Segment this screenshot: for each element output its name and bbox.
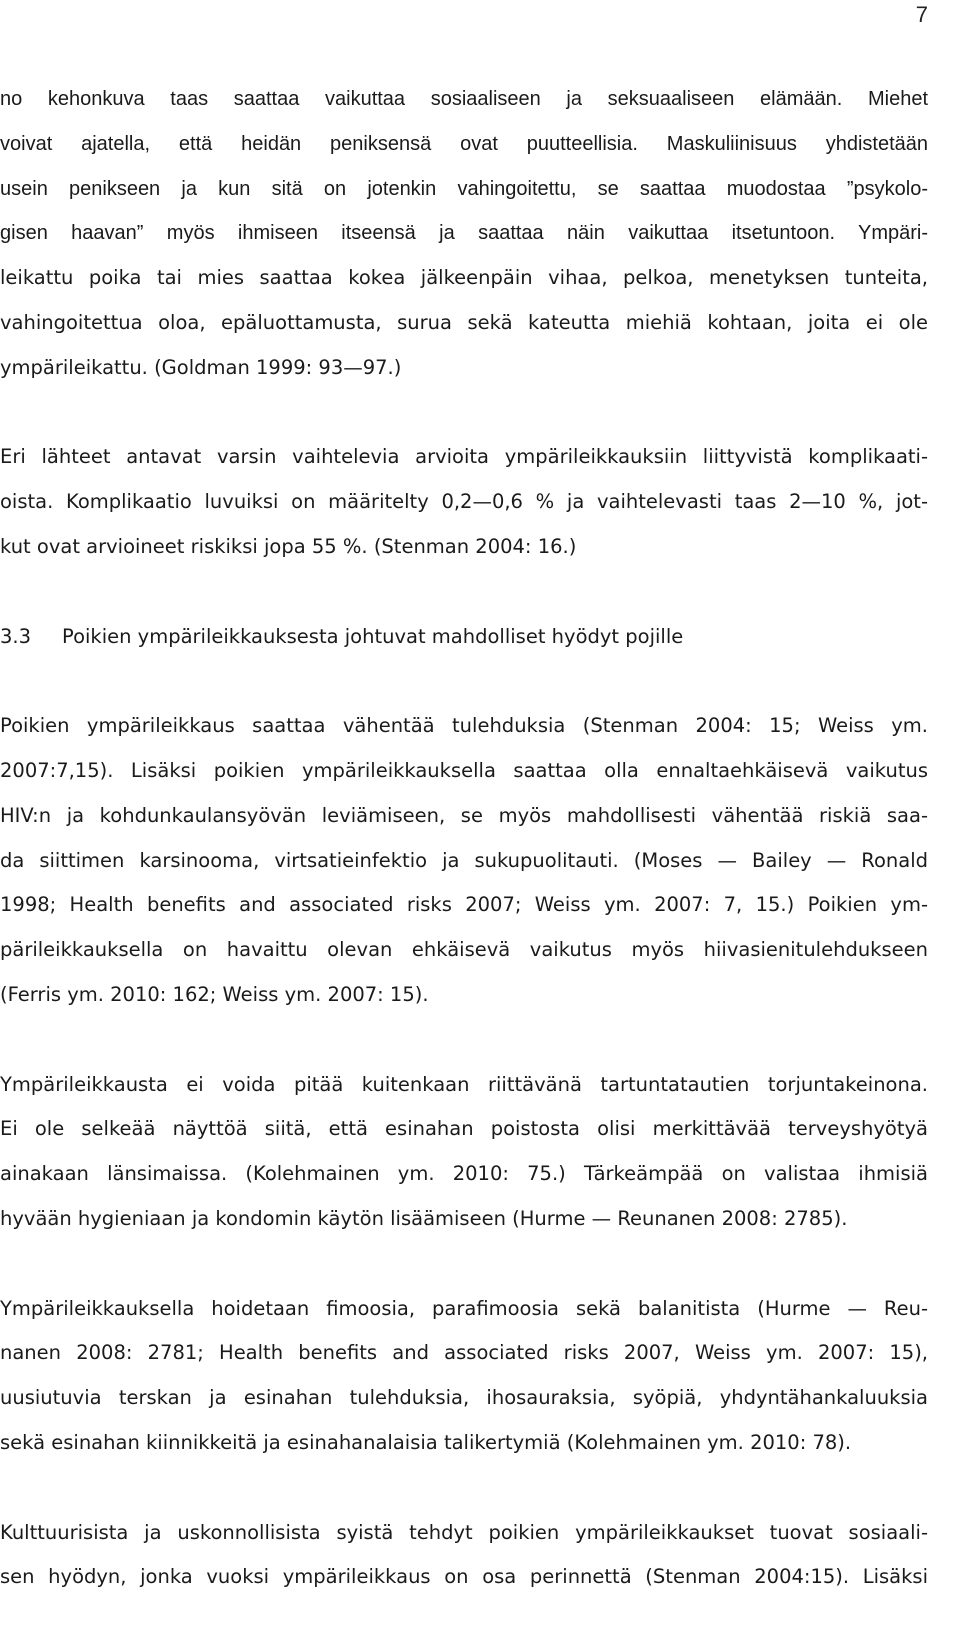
text-line: sekä esinahan kiinnikkeitä ja esinahanalaisia talikertymiä (Kolehmainen ym. 2010: 78). (0, 1430, 852, 1454)
paragraph (0, 1287, 928, 1466)
text-line: kut ovat arvioineet riskiksi jopa 55 %. (Stenman 2004: 16.) (0, 534, 577, 558)
text-line: uusiutuvia terskan ja esinahan tulehduksia, ihosauraksia, syöpiä, yhdyntähankaluuksia (0, 1386, 928, 1410)
text-line: no kehonkuva taas saattaa vaikuttaa sosiaaliseen ja seksuaaliseen elämään. Miehet (0, 88, 928, 110)
text-line: HIV:n ja kohdunkaulansyövän leviämiseen, se myös mahdollisesti vähentää riskiä saa- (0, 803, 928, 827)
text-line: da siittimen karsinooma, virtsatieinfektio ja sukupuolitauti. (Moses — Bailey — Ronald (0, 848, 928, 872)
text-line: Ei ole selkeää näyttöä siitä, että esinahan poistosta olisi merkittävää terveyshyötyä (0, 1117, 928, 1141)
section-number: 3.3 (0, 624, 32, 648)
section-heading (0, 615, 928, 660)
text-line: usein penikseen ja kun sitä on jotenkin vahingoitettu, se saattaa muodostaa ”psykolo- (0, 177, 928, 200)
paragraph (0, 435, 928, 569)
text-line: sen hyödyn, jonka vuoksi ympärileikkaus on osa perinnettä (Stenman 2004:15). Lisäksi (0, 1565, 928, 1589)
text-line: Poikien ympärileikkaus saattaa vähentää tulehduksia (Stenman 2004: 15; Weiss ym. (0, 714, 928, 738)
text-line: gisen haavan” myös ihmiseen itseensä ja saattaa näin vaikuttaa itsetuntoon. Ympäri- (0, 222, 928, 245)
paragraph (0, 1511, 928, 1601)
section-title: Poikien ympärileikkauksesta johtuvat mahdolliset hyödyt pojille (62, 624, 684, 648)
text-line: vahingoitettua oloa, epäluottamusta, surua sekä kateutta miehiä kohtaan, joita ei ole (0, 310, 928, 334)
text-line: pärileikkauksella on havaittu olevan ehkäisevä vaikutus myös hiivasienitulehdukseen (0, 938, 928, 962)
text-line: nanen 2008: 2781; Health benefits and associated risks 2007, Weiss ym. 2007: 15), (0, 1341, 928, 1365)
paragraph (0, 77, 928, 391)
text-line: Eri lähteet antavat varsin vaihtelevia arvioita ympärileikkauksiin liittyvistä komplikaati- (0, 445, 928, 469)
text-line: Ympärileikkauksella hoidetaan fimoosia, parafimoosia sekä balanitista (Hurme — Reu- (0, 1296, 928, 1320)
text-line: ympärileikattu. (Goldman 1999: 93—97.) (0, 355, 402, 379)
document-body (0, 77, 928, 1600)
text-line: 2007:7,15). Lisäksi poikien ympärileikkauksella saattaa olla ennaltaehkäisevä vaikutus (0, 758, 928, 782)
text-line: oista. Komplikaatio luvuiksi on määritelty 0,2—0,6 % ja vaihtelevasti taas 2—10 %, jot- (0, 490, 928, 514)
text-line: Kulttuurisista ja uskonnollisista syistä tehdyt poikien ympärileikkaukset tuovat sosiaali- (0, 1520, 928, 1544)
text-line: ainakaan länsimaissa. (Kolehmainen ym. 2010: 75.) Tärkeämpää on valistaa ihmisiä (0, 1162, 928, 1186)
text-line: (Ferris ym. 2010: 162; Weiss ym. 2007: 15). (0, 982, 429, 1006)
paragraph (0, 704, 928, 1018)
paragraph (0, 1063, 928, 1242)
text-line: voivat ajatella, että heidän peniksensä ovat puutteellisia. Maskuliinisuus yhdistetään (0, 132, 928, 155)
text-line: Ympärileikkausta ei voida pitää kuitenkaan riittävänä tartuntatautien torjuntakeinona. (0, 1072, 928, 1096)
text-line: hyvään hygieniaan ja kondomin käytön lisäämiseen (Hurme — Reunanen 2008: 2785). (0, 1206, 848, 1230)
page-number: 7 (915, 2, 928, 27)
text-line: leikattu poika tai mies saattaa kokea jälkeenpäin vihaa, pelkoa, menetyksen tunteita, (0, 266, 928, 290)
text-line: 1998; Health benefits and associated risks 2007; Weiss ym. 2007: 7, 15.) Poikien ym- (0, 893, 928, 917)
